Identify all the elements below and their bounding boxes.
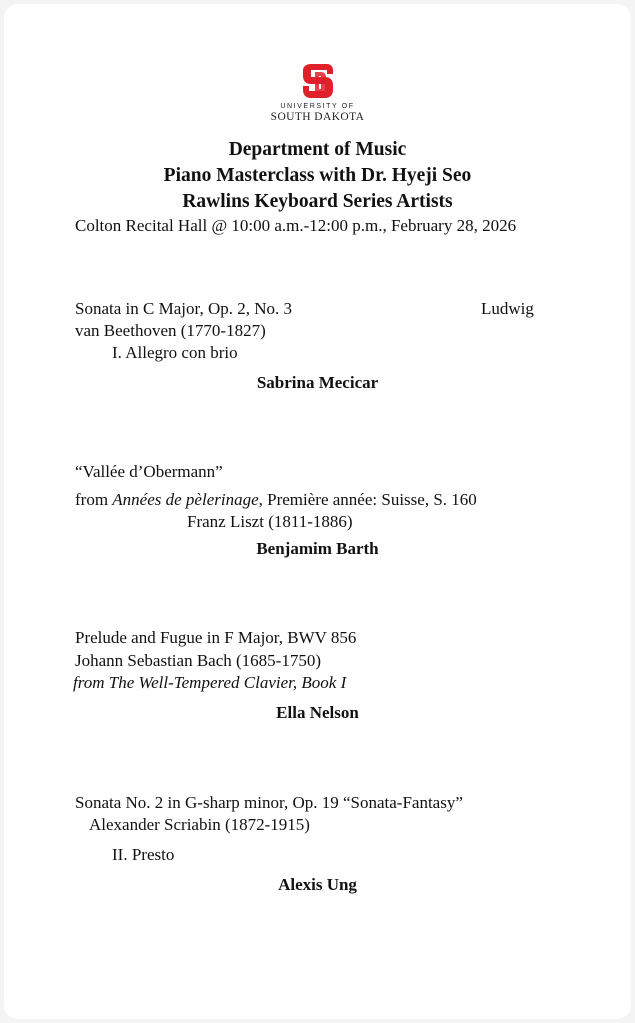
- logo-south-dakota: SOUTH DAKOTA: [270, 111, 365, 123]
- piece-4-performer: Alexis Ung: [278, 875, 357, 894]
- venue-line: Colton Recital Hall @ 10:00 a.m.-12:00 p.m., February 28, 2026: [75, 216, 517, 235]
- piece-1-composer-first: Ludwig: [481, 299, 534, 318]
- piece-1-performer: Sabrina Mecicar: [256, 373, 379, 392]
- event-title: Piano Masterclass with Dr. Hyeji Seo: [163, 165, 472, 186]
- university-logo-icon: [301, 60, 335, 100]
- piece-2-title: “Vallée d’Obermann”: [75, 462, 223, 481]
- piece-3-performer: Ella Nelson: [276, 703, 359, 722]
- department-title: Department of Music: [228, 139, 407, 160]
- piece-2-composer: Franz Liszt (1811-1886): [187, 512, 353, 531]
- piece-1-title: Sonata in C Major, Op. 2, No. 3: [75, 299, 292, 318]
- piece-3-source: from The Well-Tempered Clavier, Book I: [73, 673, 347, 692]
- piece-2-performer: Benjamim Barth: [256, 539, 379, 558]
- piece-3-title: Prelude and Fugue in F Major, BWV 856: [75, 628, 357, 647]
- series-title: Rawlins Keyboard Series Artists: [182, 191, 453, 212]
- piece-4-composer: Alexander Scriabin (1872-1915): [89, 815, 310, 834]
- piece-2-from-prefix: from: [75, 490, 113, 509]
- piece-2-from-work: Années de pèlerinage: [112, 490, 259, 509]
- piece-4-movement: II. Presto: [112, 845, 175, 864]
- piece-1-movement: I. Allegro con brio: [112, 343, 238, 362]
- logo-university-of: UNIVERSITY OF: [280, 103, 355, 110]
- piece-2-from-suffix: , Première année: Suisse, S. 160: [258, 490, 477, 509]
- piece-2-from-line: [75, 490, 477, 510]
- piece-3-composer: Johann Sebastian Bach (1685-1750): [75, 651, 321, 670]
- piece-4-title: Sonata No. 2 in G-sharp minor, Op. 19 “Sonata-Fantasy”: [75, 793, 463, 812]
- piece-1-composer: van Beethoven (1770-1827): [75, 321, 266, 340]
